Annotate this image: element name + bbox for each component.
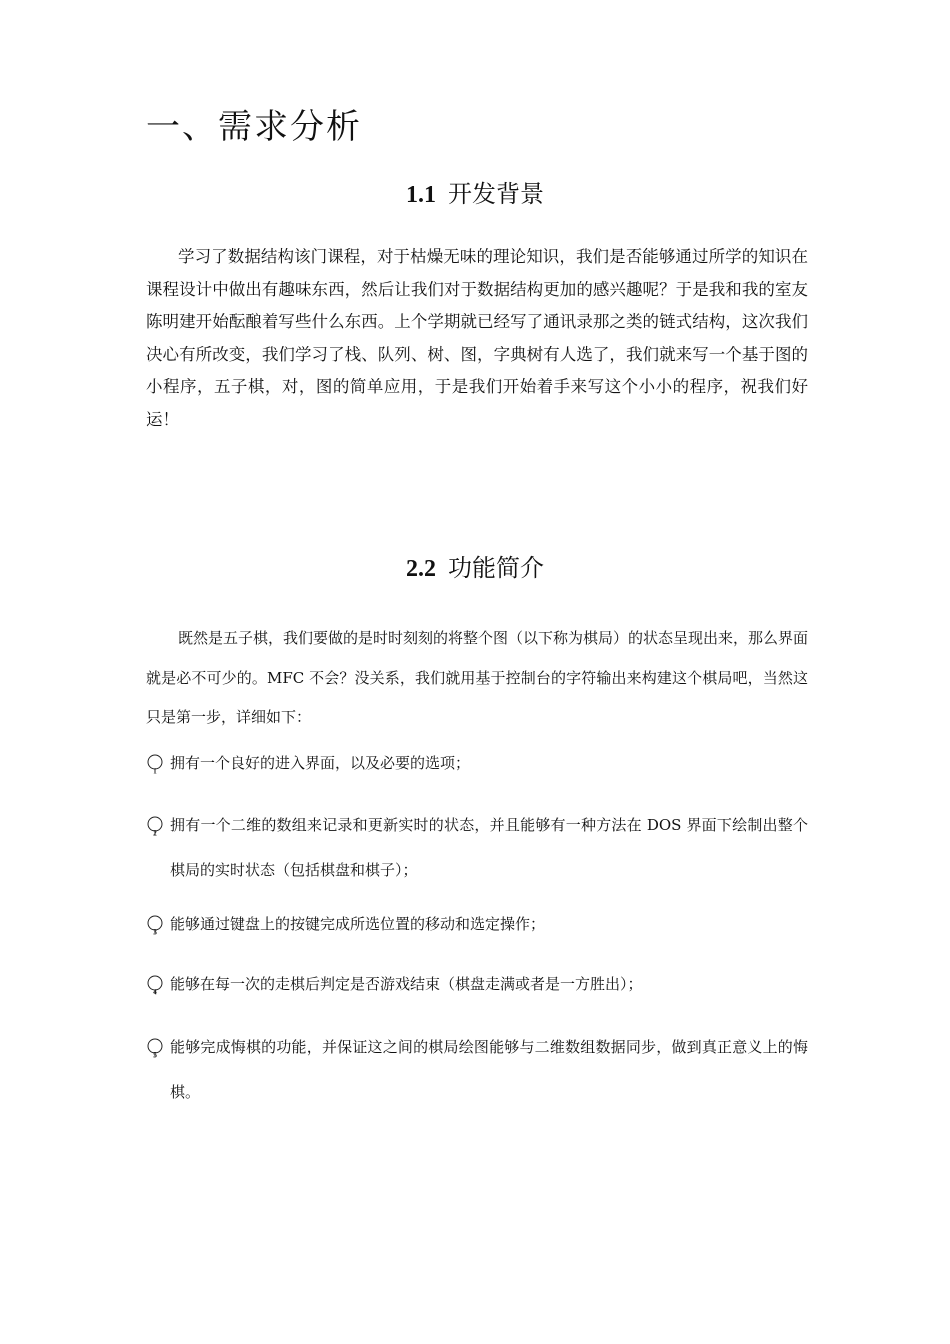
bullet-number: 1 — [153, 766, 157, 774]
feature-list-item — [146, 803, 808, 893]
section-title-text: 功能简介 — [448, 554, 544, 582]
feature-item-text: 能够通过键盘上的按键完成所选位置的移动和选定操作； — [170, 915, 546, 933]
numbered-bullet-icon — [146, 816, 164, 836]
features-intro-paragraph: 既然是五子棋，我们要做的是时时刻刻的将整个图（以下称为棋局）的状态呈现出来，那么界面就是必不可少的。MFC 不会？没关系，我们就用基于控制台的字符输出来构建这个棋局吧，当然这只是第一步，详细如下： — [146, 629, 809, 726]
feature-item-text: 能够完成悔棋的功能，并保证这之间的棋局绘图能够与二维数组数据同步，做到真正意义上的悔棋。 — [170, 1038, 808, 1101]
feature-item-text: 拥有一个良好的进入界面，以及必要的选项； — [170, 754, 471, 772]
numbered-bullet-icon — [146, 1038, 164, 1058]
bullet-number: 3 — [153, 927, 157, 935]
numbered-bullet-icon — [146, 754, 164, 774]
bullet-number: 5 — [153, 1050, 157, 1058]
feature-list-item — [146, 962, 808, 1007]
background-paragraph: 学习了数据结构该门课程，对于枯燥无味的理论知识，我们是否能够通过所学的知识在课程设计中做出有趣味东西，然后让我们对于数据结构更加的感兴趣呢？于是我和我的室友陈明建开始酝酿着写些什么东西。上个学期就已经写了通讯录那之类的链式结构，这次我们决心有所改变，我们学习了栈、队列、树、图，字典树有人选了，我们就来写一个基于图的小程序，五子棋，对，图的简单应用，于是我们开始着手来写这个小小的程序，祝我们好运！ — [146, 247, 808, 429]
feature-list-item — [146, 902, 808, 947]
chapter-title: 一、需求分析 — [146, 107, 362, 147]
feature-list-item — [146, 1025, 808, 1115]
numbered-bullet-icon — [146, 975, 164, 995]
bullet-number: 2 — [153, 828, 157, 836]
section-number: 2.2 — [406, 556, 436, 582]
section-title-text: 开发背景 — [448, 180, 544, 208]
feature-item-text: 拥有一个二维的数组来记录和更新实时的状态，并且能够有一种方法在 DOS 界面下绘制出整个棋局的实时状态（包括棋盘和棋子）； — [170, 816, 808, 879]
numbered-bullet-icon — [146, 915, 164, 935]
feature-item-text: 能够在每一次的走棋后判定是否游戏结束（棋盘走满或者是一方胜出）； — [170, 975, 643, 993]
feature-list-item — [146, 741, 808, 786]
section-heading-features — [146, 551, 804, 586]
section-number: 1.1 — [406, 182, 436, 208]
section-heading-background — [146, 177, 804, 212]
bullet-number: 4 — [153, 987, 157, 995]
